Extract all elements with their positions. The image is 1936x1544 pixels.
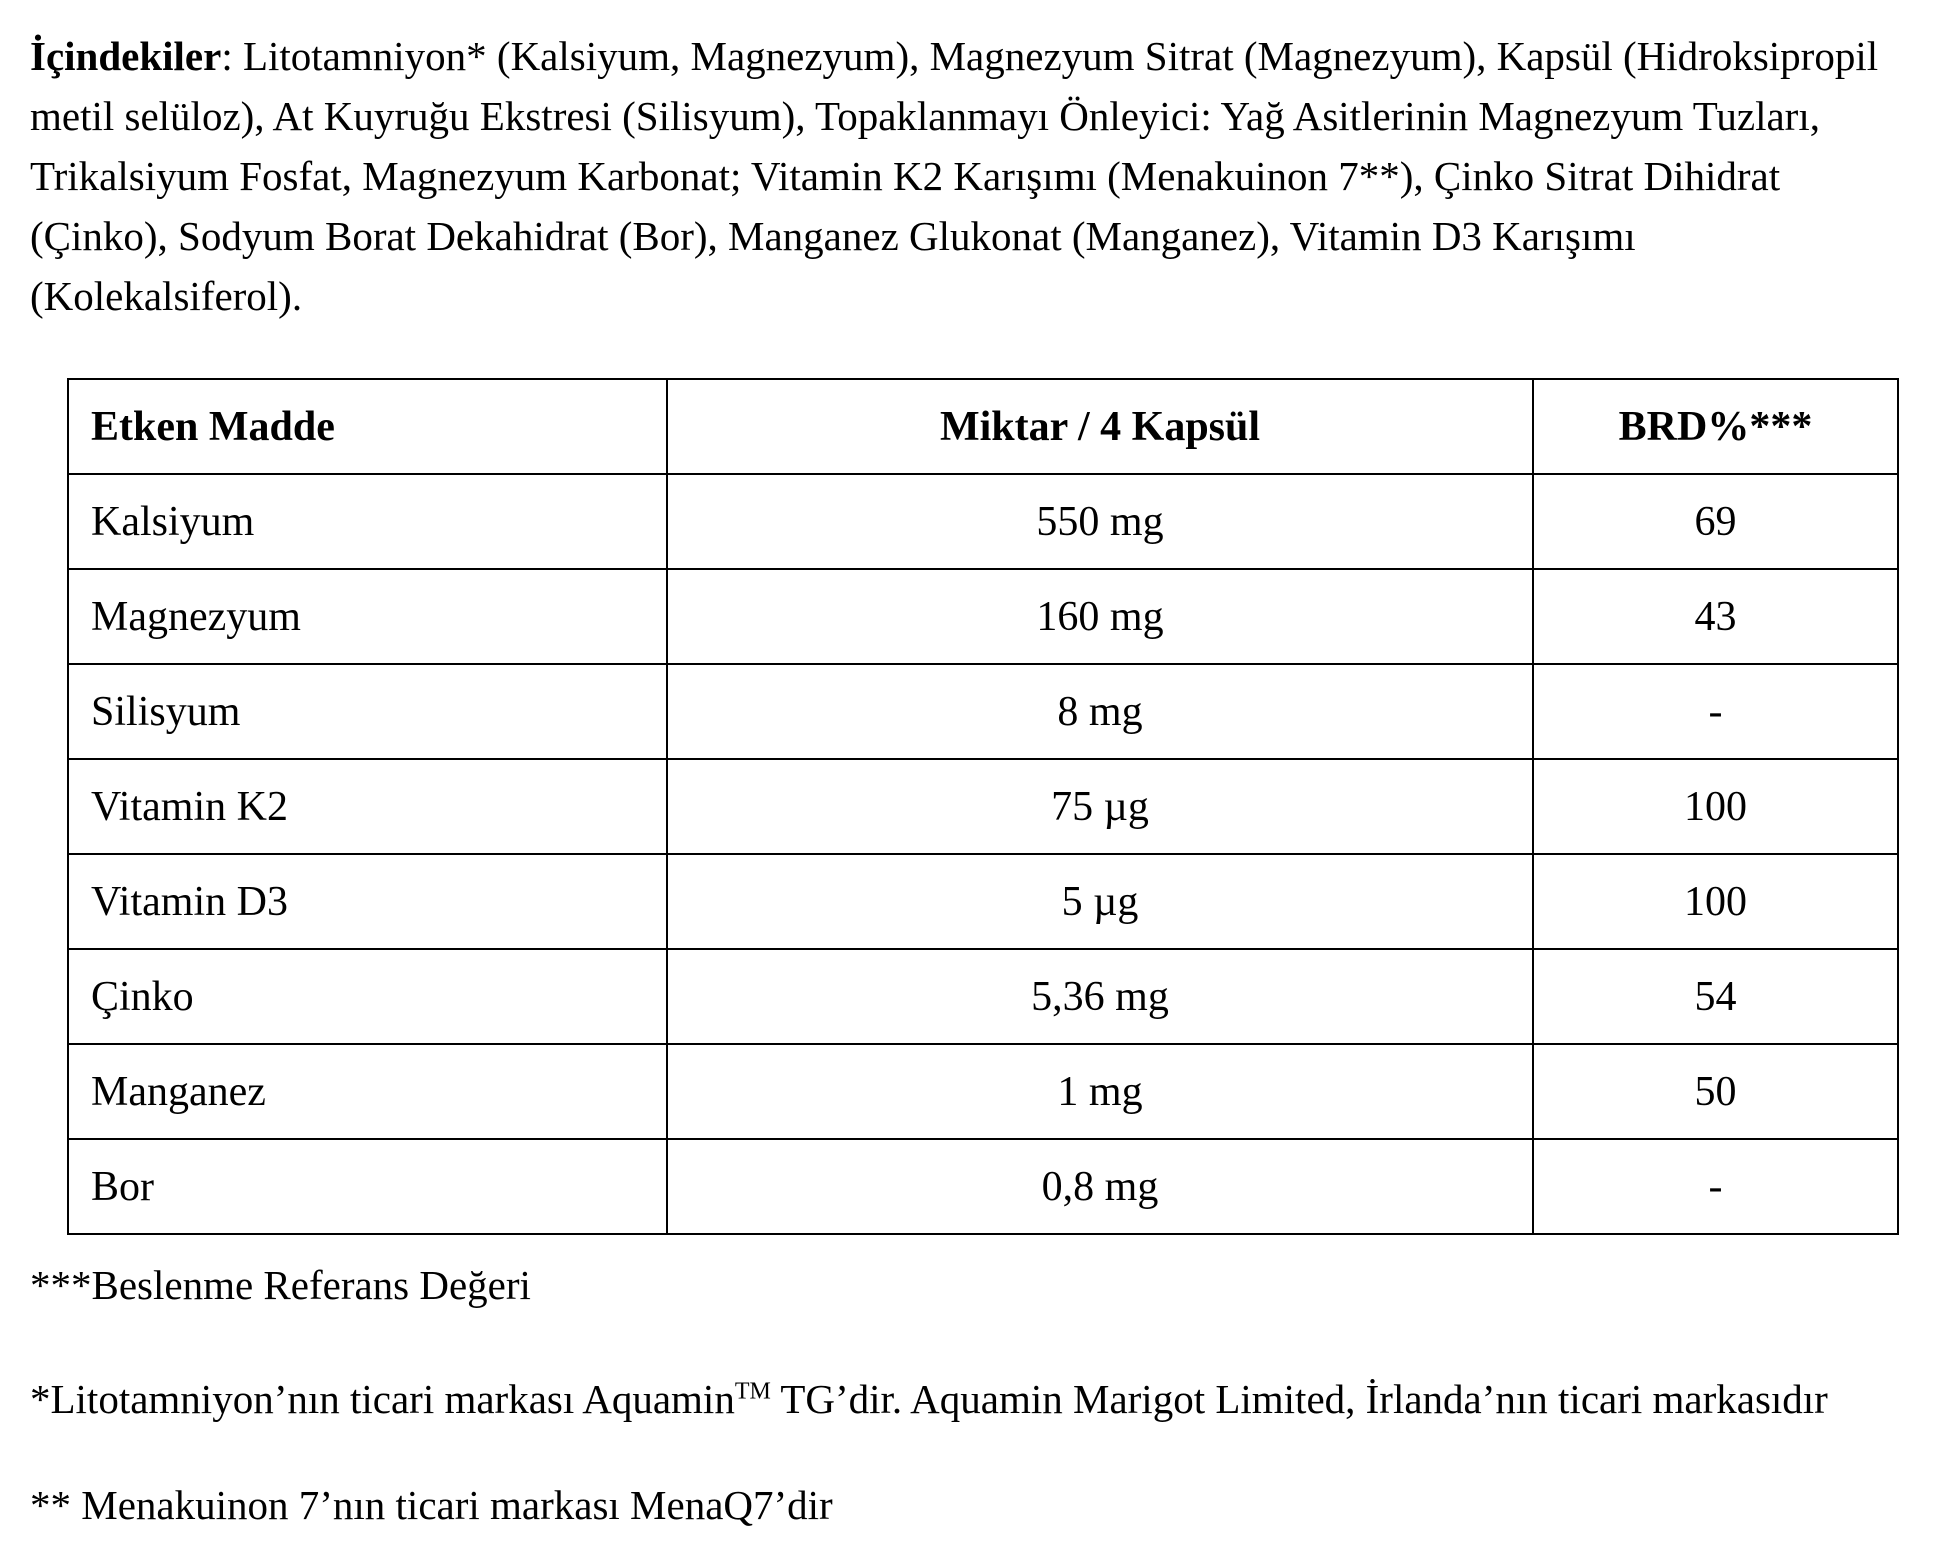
- cell-amount: 550 mg: [667, 474, 1533, 569]
- table-row: [68, 1139, 1898, 1234]
- cell-substance: Vitamin K2: [68, 759, 667, 854]
- cell-brd: -: [1533, 664, 1898, 759]
- ingredients-paragraph: [30, 26, 1910, 326]
- cell-brd: -: [1533, 1139, 1898, 1234]
- footnote-brd: ***Beslenme Referans Değeri: [30, 1262, 531, 1308]
- cell-amount: 1 mg: [667, 1044, 1533, 1139]
- nutrition-table: [67, 378, 1899, 1235]
- cell-brd: 43: [1533, 569, 1898, 664]
- cell-amount: 0,8 mg: [667, 1139, 1533, 1234]
- footnote-aquamin-rest: TG’dir. Aquamin Marigot Limited, İrlanda’nın ticari markasıdır: [770, 1376, 1828, 1422]
- table-row: [68, 949, 1898, 1044]
- cell-substance: Silisyum: [68, 664, 667, 759]
- cell-brd: 50: [1533, 1044, 1898, 1139]
- table-row: [68, 759, 1898, 854]
- cell-brd: 100: [1533, 759, 1898, 854]
- footnote-aquamin: [30, 1372, 1910, 1426]
- footnote-menaq7: ** Menakuinon 7’nın ticari markası MenaQ7’dir: [30, 1482, 833, 1528]
- table-row: [68, 1044, 1898, 1139]
- table-row: [68, 854, 1898, 949]
- cell-substance: Çinko: [68, 949, 667, 1044]
- cell-brd: 100: [1533, 854, 1898, 949]
- ingredients-text: : Litotamniyon* (Kalsiyum, Magnezyum), Magnezyum Sitrat (Magnezyum), Kapsül (Hidroksipropil metil selüloz), At Kuyruğu Ekstresi (Silisyum), Topaklanmayı Önleyici: Yağ Asitlerinin Magnezyum Tuzları, Trikalsiyum Fosfat, Magnezyum Karbonat; Vitamin K2 Karışımı (Menakuinon 7**), Çinko Sitrat Dihidrat (Çinko), Sodyum Borat Dekahidrat (Bor), Manganez Glukonat (Manganez), Vitamin D3 Karışımı (Kolekalsiferol).: [30, 33, 1879, 319]
- cell-substance: Magnezyum: [68, 569, 667, 664]
- cell-brd: 54: [1533, 949, 1898, 1044]
- cell-amount: 8 mg: [667, 664, 1533, 759]
- cell-amount: 5,36 mg: [667, 949, 1533, 1044]
- cell-substance: Manganez: [68, 1044, 667, 1139]
- cell-brd: 69: [1533, 474, 1898, 569]
- table-row: [68, 664, 1898, 759]
- table-row: [68, 569, 1898, 664]
- ingredients-section: [30, 26, 1910, 326]
- header-active-substance: Etken Madde: [68, 379, 667, 474]
- cell-amount: 5 µg: [667, 854, 1533, 949]
- cell-substance: Vitamin D3: [68, 854, 667, 949]
- cell-substance: Kalsiyum: [68, 474, 667, 569]
- cell-substance: Bor: [68, 1139, 667, 1234]
- ingredients-label: İçindekiler: [30, 33, 222, 79]
- trademark-mark: TM: [734, 1378, 771, 1405]
- table-row: [68, 474, 1898, 569]
- table-header-row: [68, 379, 1898, 474]
- footnote-aquamin-text: *Litotamniyon’nın ticari markası Aquamin: [30, 1376, 735, 1422]
- header-brd: BRD%***: [1533, 379, 1898, 474]
- cell-amount: 75 µg: [667, 759, 1533, 854]
- header-amount: Miktar / 4 Kapsül: [667, 379, 1533, 474]
- cell-amount: 160 mg: [667, 569, 1533, 664]
